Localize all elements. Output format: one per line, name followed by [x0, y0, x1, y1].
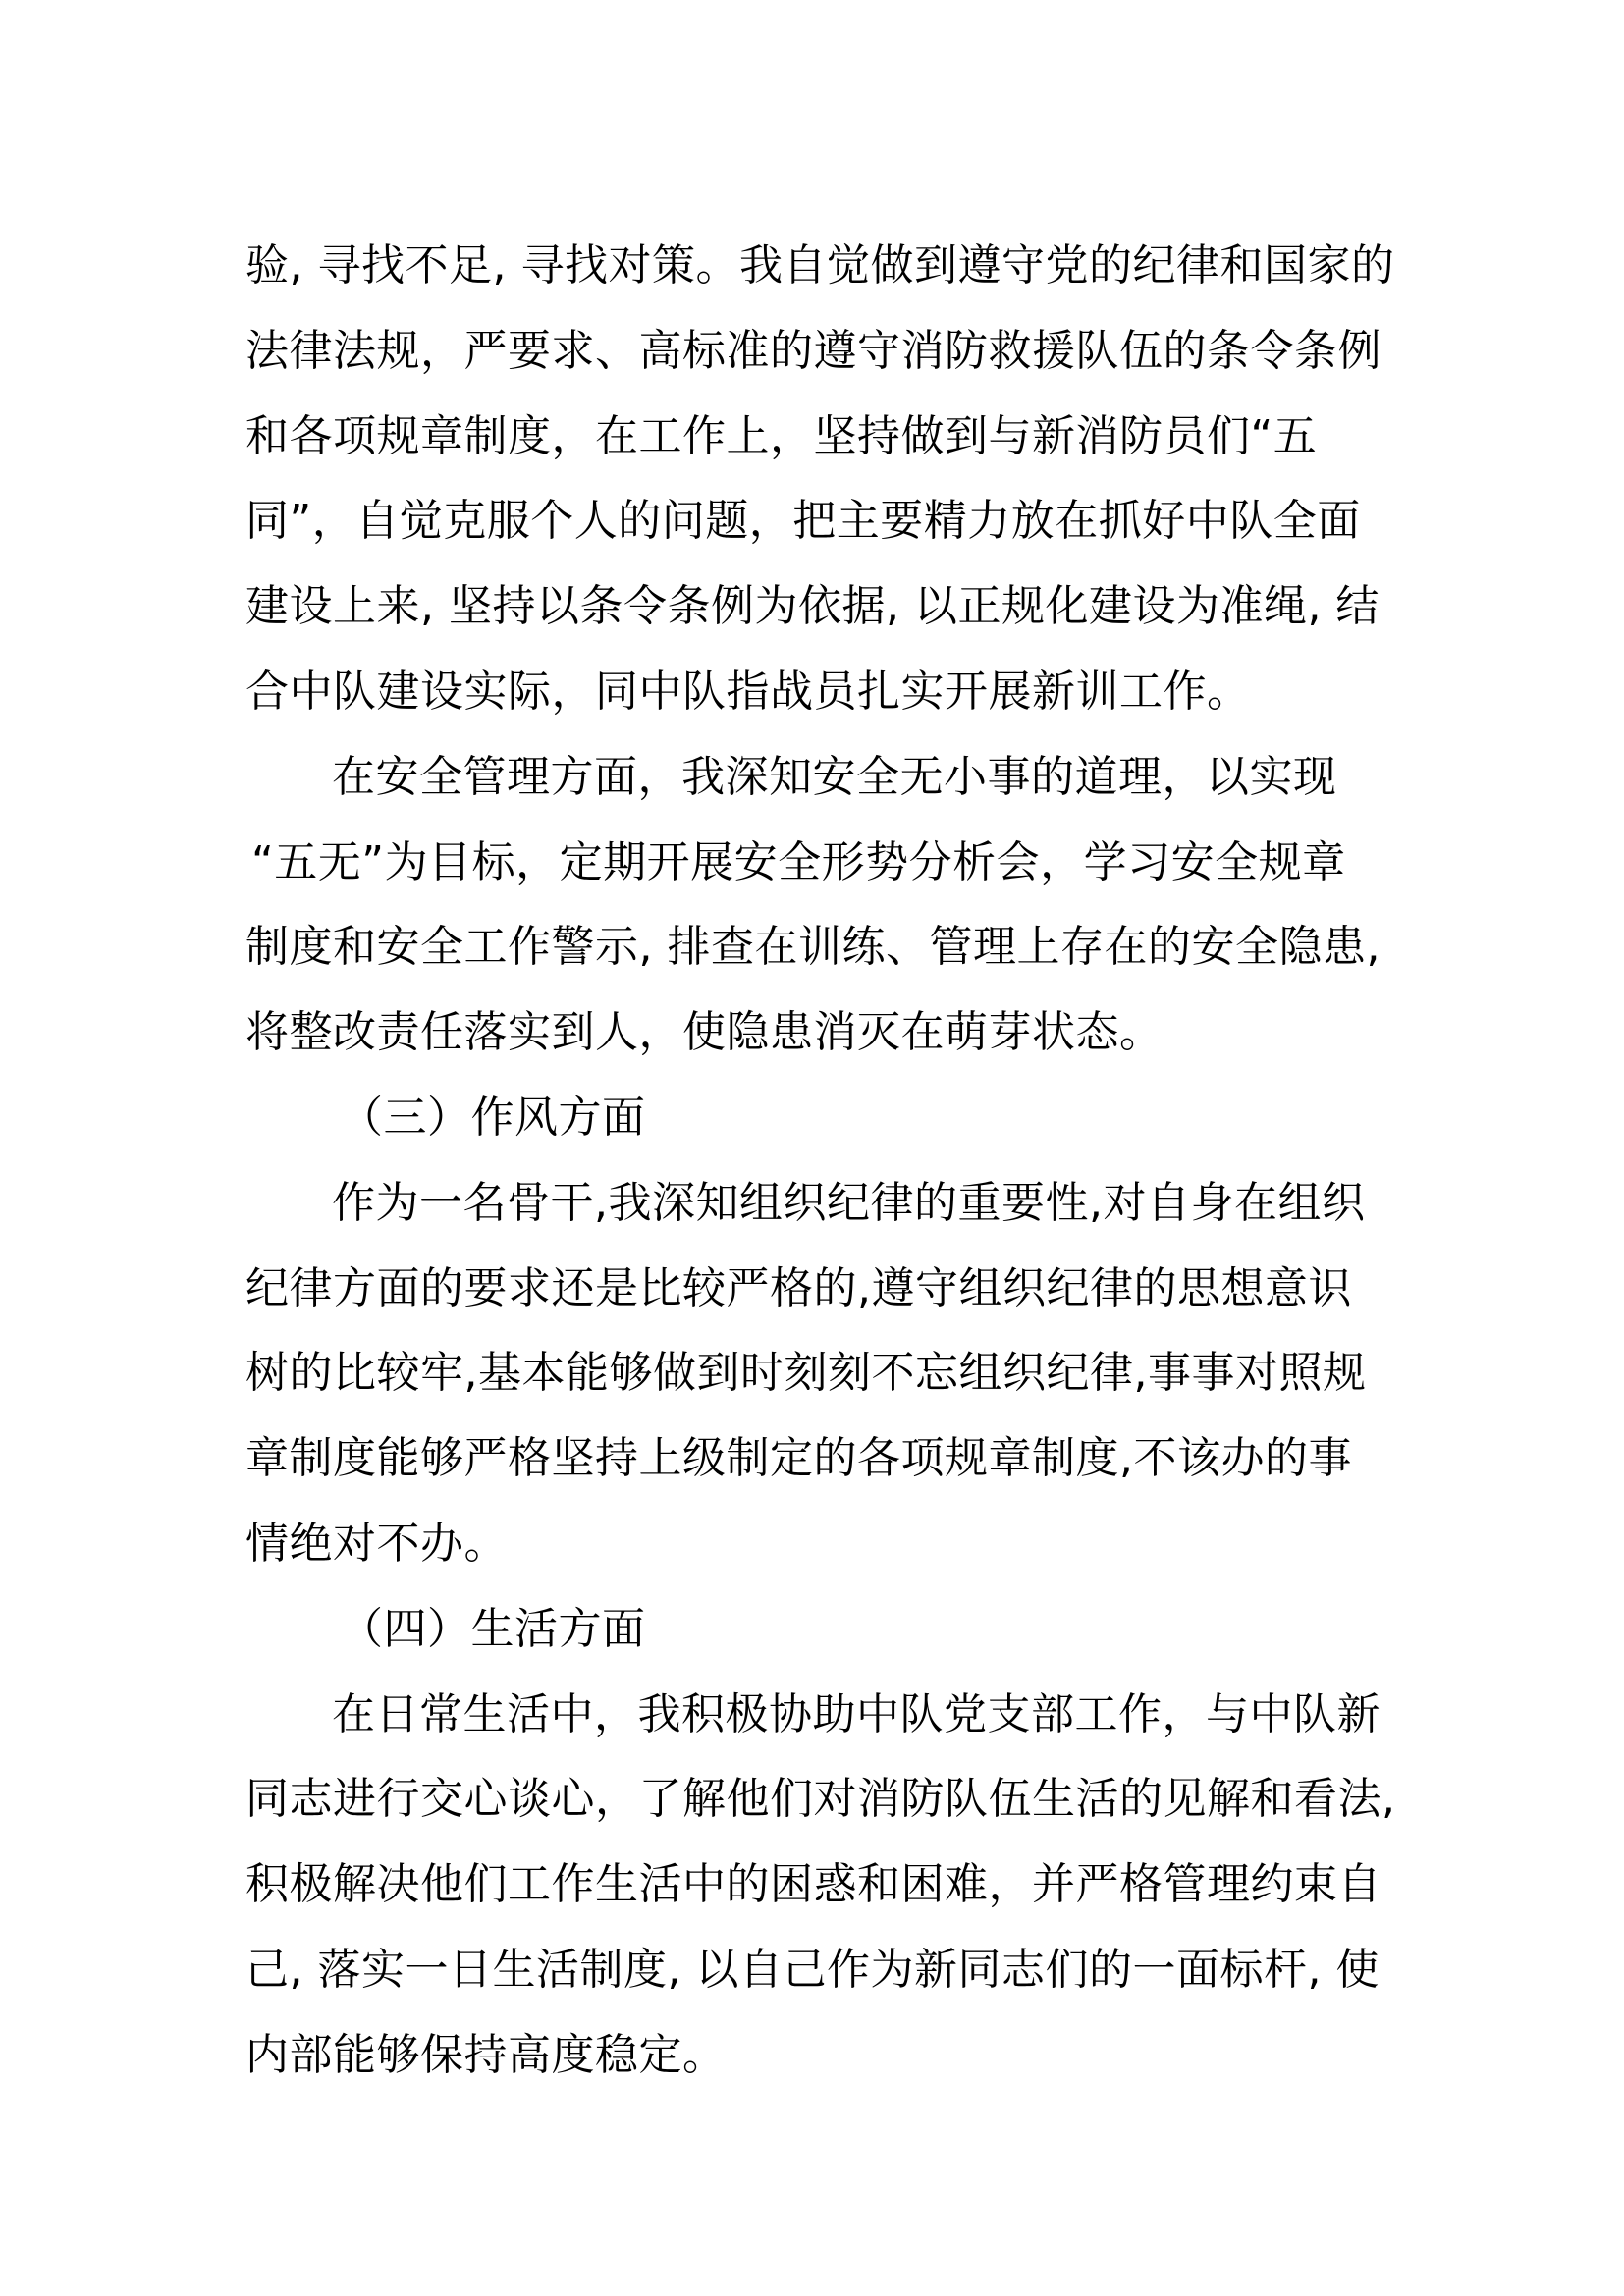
text-line: 法律法规，严要求、高标准的遵守消防救援队伍的条令条例 [245, 325, 1381, 376]
text-line: 树的比较牢,基本能够做到时刻刻不忘组织纪律,事事对照规 [245, 1348, 1367, 1399]
text-line: 和各项规章制度，在工作上，坚持做到与新消防员们“五 [245, 410, 1318, 461]
text-line: 验, 寻找不足, 寻找对策。我自觉做到遵守党的纪律和国家的 [245, 240, 1395, 291]
paragraph-continued [245, 224, 1394, 735]
text-line: 内部能够保持高度稳定。 [245, 2029, 727, 2080]
text-line: 纪律方面的要求还是比较严格的,遵守组织纪律的思想意识 [245, 1262, 1352, 1313]
paragraph-work-style [245, 1161, 1394, 1587]
text-line: 在日常生活中，我积极协助中队党支部工作，与中队新 [332, 1688, 1380, 1739]
text-line: 将整改责任落实到人，使隐患消灭在萌芽状态。 [245, 1007, 1164, 1058]
text-line: 己, 落实一日生活制度, 以自己作为新同志们的一面标杆, 使 [245, 1944, 1380, 1995]
section-heading-work-style: （三）作风方面 [340, 1092, 646, 1143]
text-line: 在安全管理方面，我深知安全无小事的道理，以实现 [332, 751, 1337, 802]
text-line: 情绝对不办。 [245, 1518, 508, 1569]
text-line: 合中队建设实际，同中队指战员扎实开展新训工作。 [245, 666, 1251, 717]
section-heading-daily-life: （四）生活方面 [340, 1603, 646, 1654]
text-line: 同”，自觉克服个人的问题，把主要精力放在抓好中队全面 [245, 496, 1361, 547]
text-line: 同志进行交心谈心，了解他们对消防队伍生活的见解和看法, [245, 1774, 1396, 1825]
document-body [245, 224, 1394, 2099]
text-line: 作为一名骨干,我深知组织纪律的重要性,对自身在组织 [332, 1177, 1366, 1228]
paragraph-safety-management [245, 735, 1394, 1076]
text-line: 章制度能够严格坚持上级制定的各项规章制度,不该办的事 [245, 1433, 1352, 1484]
text-line: 制度和安全工作警示, 排查在训练、管理上存在的安全隐患, [245, 922, 1380, 973]
text-line: 积极解决他们工作生活中的困惑和困难，并严格管理约束自 [245, 1859, 1381, 1910]
paragraph-daily-life [245, 1673, 1394, 2099]
text-line: 建设上来, 坚持以条令条例为依据, 以正规化建设为准绳, 结 [245, 581, 1380, 632]
text-line: “五无”为目标，定期开展安全形势分析会，学习安全规章 [251, 836, 1346, 887]
